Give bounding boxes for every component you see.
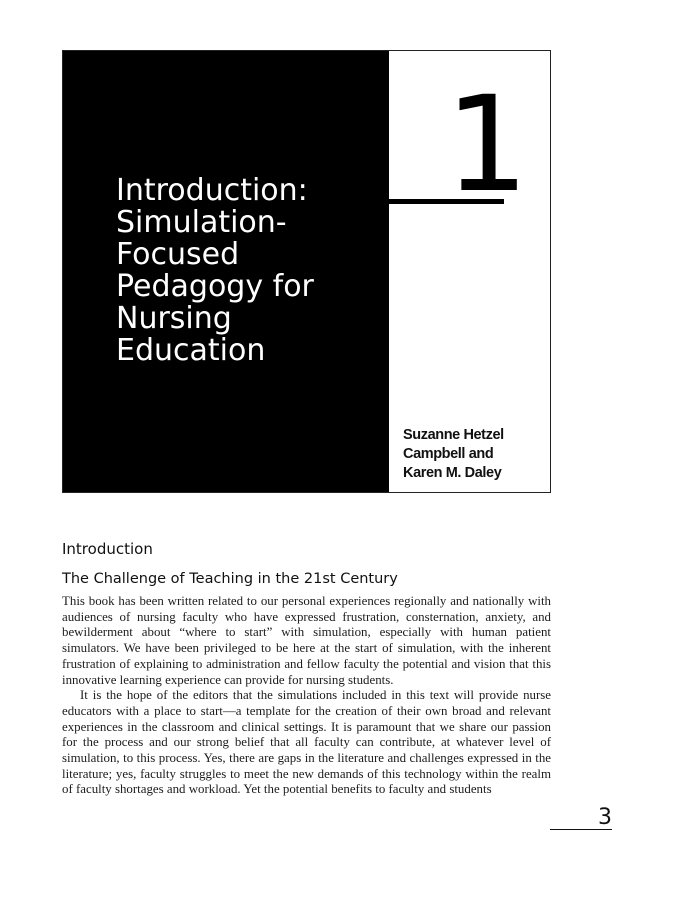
- chapter-number: 1: [445, 68, 527, 222]
- chapter-title-line: Nursing: [116, 301, 232, 336]
- chapter-title-line: Focused: [116, 237, 240, 272]
- chapter-title-line: Simulation-: [116, 205, 287, 240]
- chapter-opener: [62, 50, 551, 493]
- author-line: Karen M. Daley: [403, 465, 502, 481]
- chapter-title-line: Education: [116, 333, 266, 368]
- author-line: Campbell and: [403, 446, 494, 462]
- subsection-heading: The Challenge of Teaching in the 21st Century: [62, 571, 398, 587]
- page-number: 3: [598, 805, 612, 830]
- chapter-authors: [403, 426, 504, 483]
- chapter-title-line: Introduction:: [116, 173, 308, 208]
- author-line: Suzanne Hetzel: [403, 427, 504, 443]
- body-text: [62, 594, 551, 798]
- chapter-title-line: Pedagogy for: [116, 269, 314, 304]
- body-paragraph: This book has been written related to our personal experiences regionally and nationally with audiences of nursing faculty who have expressed frustration, consternation, anxiety, and bewilderment about “where to start” with simulation, especially with human patient simulators. We have been privileged to be here at the start of simulation, with the inherent frustration of explaining to administration and fellow faculty the potential and vision that this innovative learning experience can provide for nursing students.: [62, 594, 551, 687]
- chapter-title-panel: [63, 51, 389, 492]
- body-paragraph: It is the hope of the editors that the simulations included in this text will provide nurse educators with a place to start—a template for the creation of their own broad and relevant experiences in the classroom and clinical settings. It is paramount that we share our passion for the process and our strong belief that all faculty can contribute, at whatever level of simulation, to this process. Yes, there are gaps in the literature and challenges expressed in the literature; yes, faculty struggles to meet the new demands of this technology within the realm of faculty shortages and workload. Yet the potential benefits to faculty and students: [62, 688, 551, 797]
- section-heading: Introduction: [62, 540, 153, 558]
- chapter-title: [116, 175, 366, 367]
